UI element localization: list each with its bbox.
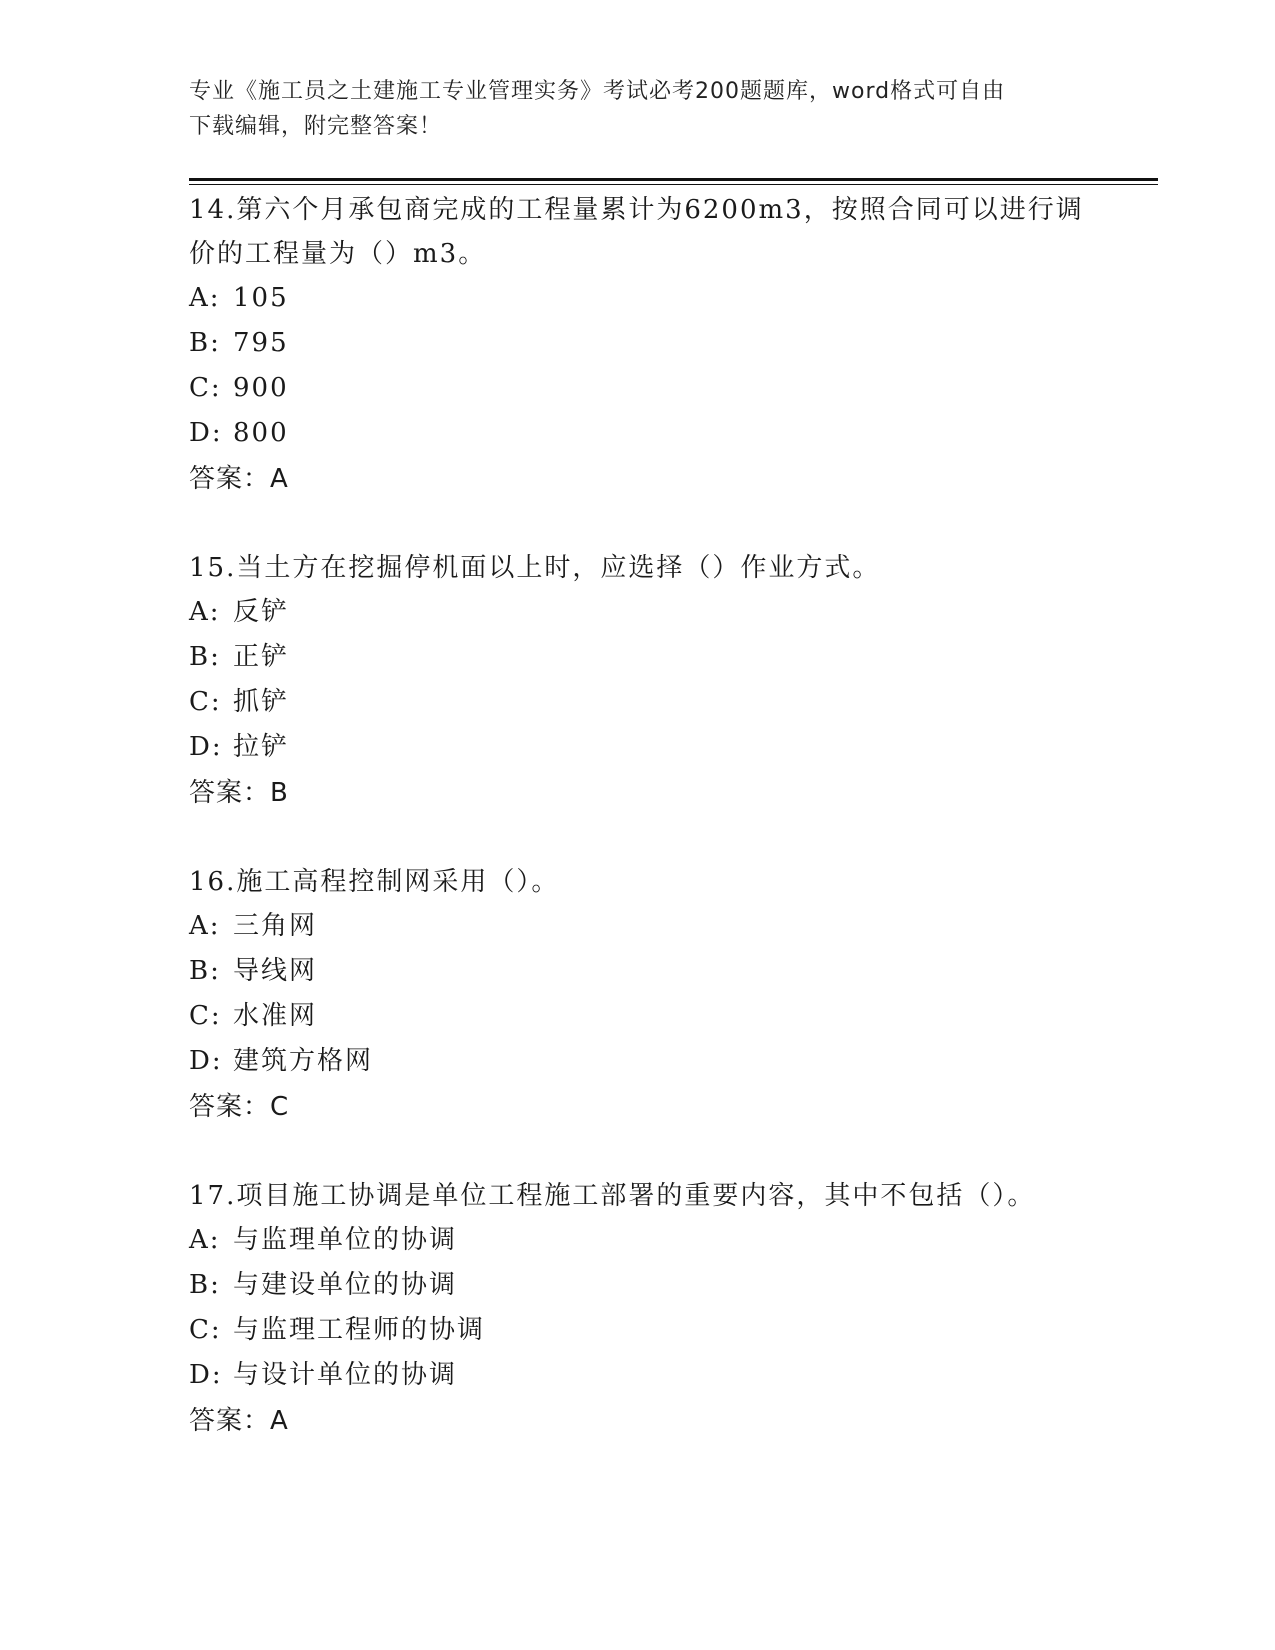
option-letter: B: [189, 328, 221, 358]
option-text: 900 [233, 373, 289, 403]
question-14 [189, 188, 1089, 502]
header-divider-thick [189, 178, 1158, 181]
option-letter: B: [189, 642, 221, 672]
option-d [189, 725, 1089, 770]
question-17 [189, 1174, 1089, 1444]
option-text: 正铲 [233, 642, 290, 672]
option-a [189, 590, 1089, 635]
question-stem: 16.施工高程控制网采用（）。 [189, 867, 560, 897]
option-a [189, 1218, 1089, 1263]
option-text: 水准网 [233, 1001, 318, 1031]
option-a [189, 276, 1089, 321]
answer-line: 答案：A [189, 464, 289, 494]
option-letter: A: [189, 1225, 221, 1255]
option-letter: D: [189, 418, 223, 448]
document-header [189, 74, 1069, 144]
option-text: 800 [233, 418, 289, 448]
option-text: 105 [233, 283, 289, 313]
option-text: 反铲 [233, 597, 290, 627]
header-line-2: 下载编辑，附完整答案！ [189, 114, 443, 139]
option-letter: D: [189, 732, 223, 762]
option-d [189, 1039, 1089, 1084]
option-text: 与设计单位的协调 [233, 1360, 458, 1390]
option-letter: D: [189, 1046, 223, 1076]
option-letter: C: [189, 1001, 222, 1031]
option-text: 拉铲 [233, 732, 290, 762]
question-15 [189, 546, 1089, 816]
option-c [189, 366, 1089, 411]
answer-line: 答案：C [189, 1092, 290, 1122]
option-letter: A: [189, 283, 221, 313]
option-letter: C: [189, 1315, 222, 1345]
option-letter: A: [189, 597, 221, 627]
option-b [189, 949, 1089, 994]
option-a [189, 904, 1089, 949]
header-divider-thin [189, 184, 1158, 185]
option-letter: B: [189, 1270, 221, 1300]
option-text: 与监理工程师的协调 [233, 1315, 486, 1345]
option-text: 三角网 [233, 911, 318, 941]
option-letter: A: [189, 911, 221, 941]
question-stem: 17.项目施工协调是单位工程施工部署的重要内容，其中不包括（）。 [189, 1181, 1036, 1211]
option-b [189, 635, 1089, 680]
option-c [189, 994, 1089, 1039]
header-line-1: 专业《施工员之土建施工专业管理实务》考试必考200题题库，word格式可自由 [189, 79, 1006, 104]
question-16 [189, 860, 1089, 1130]
option-letter: C: [189, 373, 222, 403]
option-letter: B: [189, 956, 221, 986]
question-stem: 15.当土方在挖掘停机面以上时，应选择（）作业方式。 [189, 553, 881, 583]
option-c [189, 1308, 1089, 1353]
option-text: 与监理单位的协调 [233, 1225, 458, 1255]
answer-line: 答案：B [189, 778, 289, 808]
option-b [189, 321, 1089, 366]
question-list [189, 188, 1089, 1488]
option-text: 建筑方格网 [233, 1046, 374, 1076]
option-c [189, 680, 1089, 725]
option-letter: C: [189, 687, 222, 717]
option-d [189, 1353, 1089, 1398]
answer-line: 答案：A [189, 1406, 289, 1436]
option-text: 795 [233, 328, 289, 358]
option-text: 抓铲 [233, 687, 290, 717]
option-b [189, 1263, 1089, 1308]
option-text: 导线网 [233, 956, 318, 986]
option-d [189, 411, 1089, 456]
option-letter: D: [189, 1360, 223, 1390]
option-text: 与建设单位的协调 [233, 1270, 458, 1300]
question-stem: 14.第六个月承包商完成的工程量累计为6200m3，按照合同可以进行调价的工程量为（）m3。 [189, 195, 1084, 269]
